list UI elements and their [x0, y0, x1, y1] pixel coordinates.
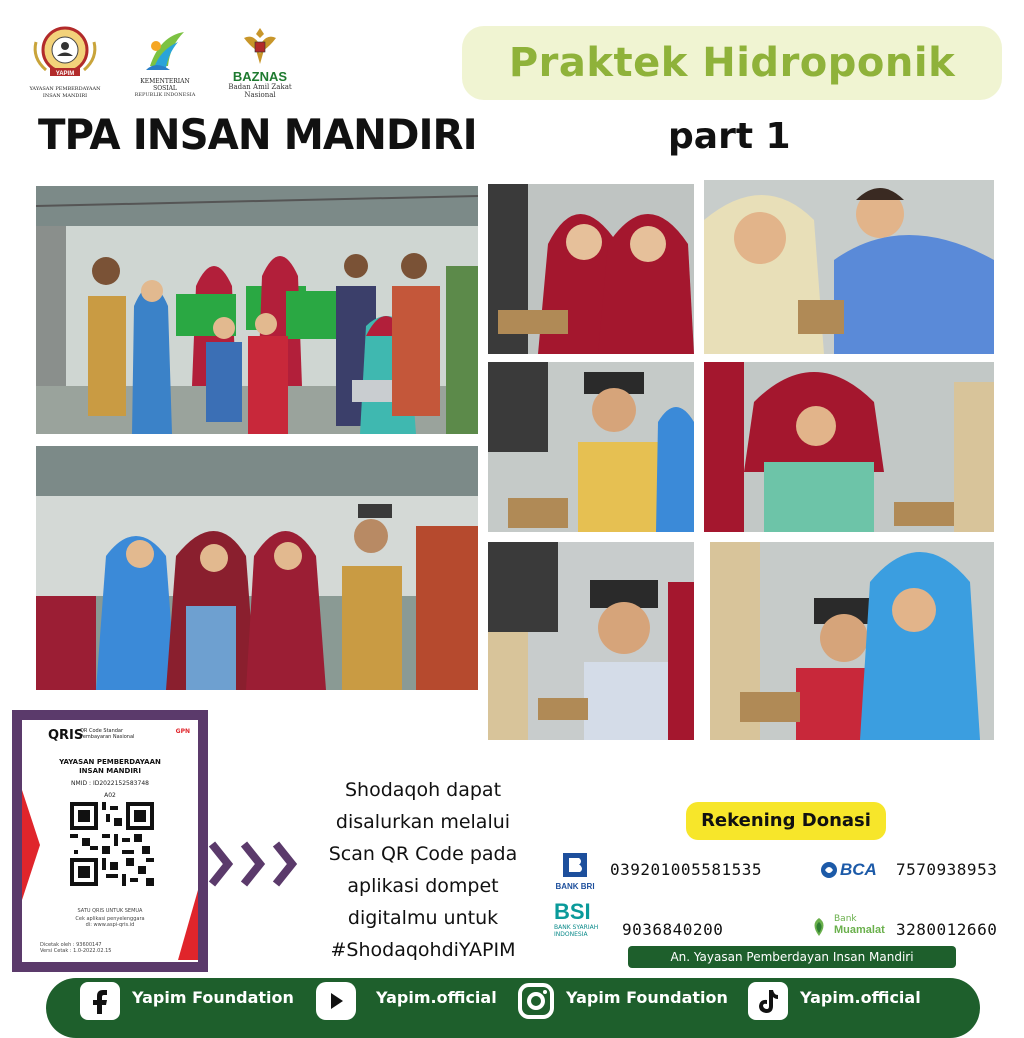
bca-logo	[820, 860, 880, 882]
page-title: Praktek Hidroponik	[508, 40, 956, 86]
facebook-icon[interactable]	[80, 982, 120, 1020]
svg-text:YAPIM: YAPIM	[55, 71, 75, 77]
muamalat-label-2: Muamalat	[834, 924, 885, 936]
kemensos-emblem-icon	[140, 26, 190, 74]
qris-print-info	[40, 942, 111, 954]
muamalat-label-1: Bank	[834, 914, 857, 924]
qris-card[interactable]	[12, 710, 208, 972]
yapim-caption: YAYASAN PEMBERDAYAAN INSAN MANDIRI	[29, 86, 101, 99]
shodaqoh-line-1: Shodaqoh dapat	[344, 779, 502, 801]
tiktok-link[interactable]: Yapim.official	[800, 988, 921, 1007]
qris-org-name	[22, 758, 198, 776]
youtube-icon[interactable]	[316, 982, 356, 1020]
qris-org-line1: YAYASAN PEMBERDAYAAN	[59, 758, 161, 766]
qris-standard: QR Code Standar Pembayaran Nasional	[80, 728, 135, 740]
shodaqoh-line-3: Scan QR Code pada	[328, 843, 518, 865]
kemensos-caption: KEMENTERIAN SOSIAL	[140, 78, 190, 92]
facebook-link[interactable]: Yapim Foundation	[132, 988, 294, 1007]
qris-code-id: A02	[104, 792, 116, 799]
kemensos-sub: REPUBLIK INDONESIA	[134, 92, 196, 98]
rekening-donasi-badge: Rekening Donasi	[686, 802, 886, 840]
photo-boy-white-shirt	[488, 542, 694, 740]
instagram-icon[interactable]	[516, 982, 556, 1020]
bri-icon	[561, 852, 589, 878]
qris-logo: QRIS	[48, 728, 84, 743]
bsi-account-number[interactable]: 9036840200	[622, 920, 724, 939]
muamalat-icon	[808, 916, 830, 938]
social-footer	[46, 978, 980, 1038]
qris-red-shape	[22, 790, 40, 900]
qris-nmid: NMID : ID2022152583748	[71, 780, 149, 787]
yapim-logo	[24, 24, 106, 99]
muamalat-logo	[808, 914, 890, 944]
title-box	[462, 26, 1002, 100]
shodaqoh-line-4: aplikasi dompet	[347, 875, 499, 897]
photo-boy-yellow-shirt	[488, 362, 694, 532]
youtube-link[interactable]: Yapim.official	[376, 988, 497, 1007]
photo-girl-teal	[704, 362, 994, 532]
qris-footer-2a: Cek aplikasi penyelenggara	[75, 916, 145, 922]
qris-print-1: Dicetak oleh : 93600147	[40, 942, 102, 948]
photo-boy-blue-shirt	[704, 180, 994, 354]
bsi-logo	[554, 900, 624, 946]
qris-print-2: Versi Cetak : 1.0-2022.02.15	[40, 948, 112, 954]
photo-boy-red-girl-blue	[710, 542, 994, 740]
garuda-icon	[240, 24, 280, 66]
qris-org-line2: INSAN MANDIRI	[79, 767, 141, 775]
baznas-name: BAZNAS	[232, 69, 288, 84]
tiktok-icon[interactable]	[748, 982, 788, 1020]
bri-account-number[interactable]: 039201005581535	[610, 860, 762, 879]
qris-card-inner	[22, 720, 198, 962]
qris-footer-2	[22, 916, 198, 928]
account-holder-name: An. Yayasan Pemberdayan Insan Mandiri	[628, 946, 956, 968]
photo-girls-red-hijab	[488, 184, 694, 354]
qris-footer-1: SATU QRIS UNTUK SEMUA	[77, 908, 143, 914]
yapim-emblem-icon	[24, 24, 106, 82]
subtitle-tpa: TPA INSAN MANDIRI	[38, 110, 477, 159]
bri-logo	[550, 852, 600, 894]
baznas-logo	[212, 24, 308, 99]
shodaqoh-line-5: digitalmu untuk	[347, 907, 499, 929]
subtitle-part: part 1	[668, 116, 791, 157]
bsi-sub: BANK SYARIAH INDONESIA	[554, 924, 599, 938]
bca-icon	[820, 861, 838, 879]
kemensos-logo	[128, 26, 202, 98]
shodaqoh-line-2: disalurkan melalui	[335, 811, 511, 833]
photo-group-greenhouse	[36, 186, 478, 434]
instagram-link[interactable]: Yapim Foundation	[566, 988, 728, 1007]
shodaqoh-hashtag[interactable]: #ShodaqohdiYAPIM	[330, 939, 516, 961]
qris-footer-2b: di: www.aspi-qris.id	[85, 922, 135, 928]
muamalat-account-number[interactable]: 3280012660	[896, 920, 998, 939]
photo-group-girls	[36, 446, 478, 690]
bsi-label: BSI	[554, 899, 591, 924]
shodaqoh-text	[310, 774, 536, 974]
chevron-right-icon	[208, 838, 308, 890]
bca-account-number[interactable]: 7570938953	[896, 860, 998, 879]
gpn-logo: GPN	[175, 728, 190, 735]
bri-label: BANK BRI	[555, 882, 595, 891]
baznas-sub: Badan Amil Zakat Nasional	[228, 83, 292, 99]
qr-code-icon[interactable]	[70, 802, 154, 886]
bca-label: BCA	[840, 860, 877, 879]
